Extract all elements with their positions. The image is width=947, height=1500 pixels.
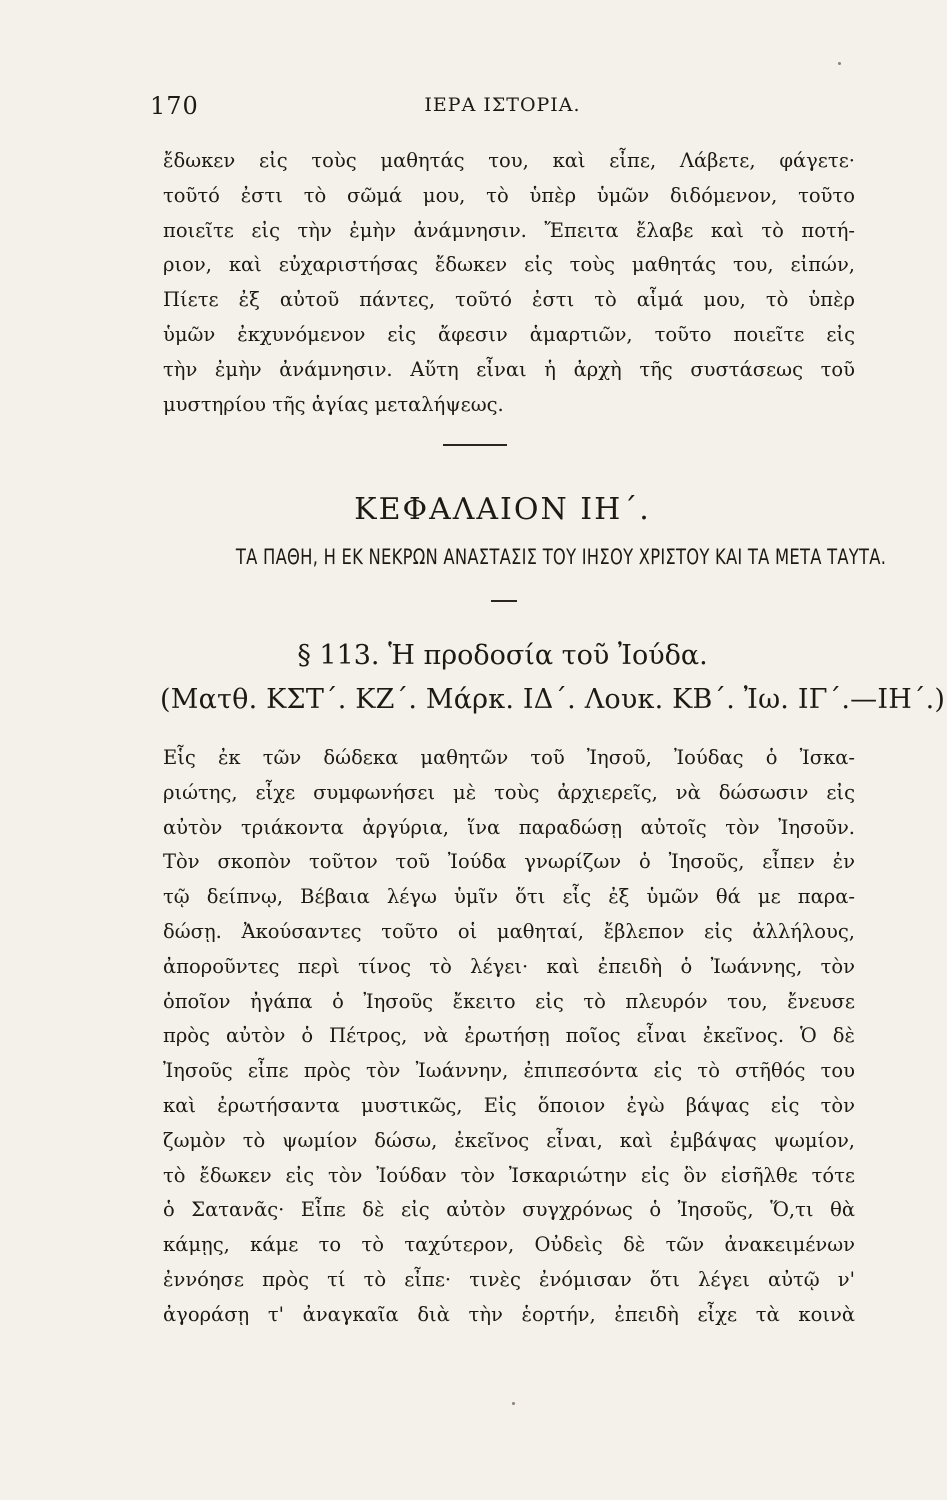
section-paragraph	[163, 741, 855, 1333]
paper-speck	[838, 62, 841, 65]
running-title: ΙΕΡΑ ΙΣΤΟΡΙΑ.	[424, 94, 581, 116]
text-line: ριώτης, εἶχε συμφωνήσει μὲ τοὺς ἀρχιερεῖς, νὰ δώσωσιν εἰς	[163, 780, 855, 804]
text-line: Εἷς ἐκ τῶν δώδεκα μαθητῶν τοῦ Ἰησοῦ, Ἰούδας ὁ Ἰσκα-	[163, 746, 855, 769]
text-line: Ἰησοῦς εἶπε πρὸς τὸν Ἰωάννην, ἐπιπεσόντα εἰς τὸ στῆθός του	[163, 1059, 855, 1083]
text-line: τοῦτό ἐστι τὸ σῶμά μου, τὸ ὑπὲρ ὑμῶν διδόμενον, τοῦτο	[163, 183, 855, 207]
text-line: ὑμῶν ἐκχυνόμενον εἰς ἄφεσιν ἁμαρτιῶν, τοῦτο ποιεῖτε εἰς	[163, 322, 855, 346]
text-line: ἐννόησε πρὸς τί τὸ εἶπε· τινὲς ἐνόμισαν ὅτι λέγει αὐτῷ ν'	[163, 1267, 855, 1291]
text-line: καὶ ἐρωτήσαντα μυστικῶς, Εἰς ὅποιον ἐγὼ βάψας εἰς τὸν	[163, 1093, 855, 1117]
text-line: Πίετε ἐξ αὐτοῦ πάντες, τοῦτό ἐστι τὸ αἷμά μου, τὸ ὑπὲρ	[163, 288, 855, 312]
page-number: 170	[150, 92, 199, 120]
text-line: ζωμὸν τὸ ψωμίον δώσω, ἐκεῖνος εἶναι, καὶ ἐμβάψας ψωμίον,	[163, 1128, 855, 1152]
section-title: § 113. Ἡ προδοσία τοῦ Ἰούδα.	[297, 640, 708, 671]
paper-speck	[512, 1402, 515, 1405]
text-line: κάμῃς, κάμε το τὸ ταχύτερον, Οὐδεὶς δὲ τῶν ἀνακειμένων	[163, 1233, 855, 1257]
separator-rule	[443, 444, 507, 446]
text-line: ποιεῖτε εἰς τὴν ἐμὴν ἀνάμνησιν. Ἔπειτα ἔλαβε καὶ τὸ ποτή-	[163, 218, 855, 242]
text-line: τῷ δείπνῳ, Βέβαια λέγω ὑμῖν ὅτι εἷς ἐξ ὑμῶν θά με παρα-	[163, 885, 855, 909]
text-line: πρὸς αὐτὸν ὁ Πέτρος, νὰ ἐρωτήσῃ ποῖος εἶναι ἐκεῖνος. Ὁ δὲ	[163, 1024, 855, 1048]
text-line: μυστηρίου τῆς ἁγίας μεταλήψεως.	[163, 392, 504, 416]
separator-dash	[491, 600, 517, 602]
text-line: ὁποῖον ἠγάπα ὁ Ἰησοῦς ἔκειτο εἰς τὸ πλευρόν του, ἔνευσε	[163, 989, 855, 1013]
text-line: ἀγοράσῃ τ' ἀναγκαῖα διὰ τὴν ἑορτήν, ἐπειδὴ εἶχε τὰ κοινὰ	[163, 1302, 855, 1326]
text-line: τὸ ἔδωκεν εἰς τὸν Ἰούδαν τὸν Ἰσκαριώτην εἰς ὃν εἰσῆλθε τότε	[163, 1163, 855, 1187]
chapter-heading: ΚΕΦΑΛΑΙΟΝ ΙΗ΄.	[354, 492, 651, 527]
text-line: τὴν ἐμὴν ἀνάμνησιν. Αὕτη εἶναι ἡ ἀρχὴ τῆς συστάσεως τοῦ	[163, 357, 855, 381]
text-line: ριον, καὶ εὐχαριστήσας ἔδωκεν εἰς τοὺς μαθητάς του, εἰπών,	[163, 253, 855, 277]
running-head	[150, 92, 855, 122]
text-line: αὐτὸν τριάκοντα ἀργύρια, ἵνα παραδώσῃ αὐτοῖς τὸν Ἰησοῦν.	[163, 815, 855, 839]
text-line: ἔδωκεν εἰς τοὺς μαθητάς του, καὶ εἶπε, Λάβετε, φάγετε·	[163, 149, 855, 172]
section-references: (Ματθ. ΚΣΤ΄. ΚΖ΄. Μάρκ. ΙΔ΄. Λουκ. ΚΒ΄. Ἰω. ΙΓ΄.—ΙΗ΄.)	[160, 684, 946, 715]
text-line: Τὸν σκοπὸν τοῦτον τοῦ Ἰούδα γνωρίζων ὁ Ἰησοῦς, εἶπεν ἐν	[163, 850, 855, 874]
chapter-subtitle: ΤΑ ΠΑΘΗ, Η ΕΚ ΝΕΚΡΩΝ ΑΝΑΣΤΑΣΙΣ ΤΟΥ ΙΗΣΟΥ ΧΡΙΣΤΟΥ ΚΑΙ ΤΑ ΜΕΤΑ ΤΑΥΤΑ.	[235, 545, 887, 569]
text-line: ἀποροῦντες περὶ τίνος τὸ λέγει· καὶ ἐπειδὴ ὁ Ἰωάννης, τὸν	[163, 954, 855, 978]
top-paragraph	[163, 144, 855, 422]
text-line: ὁ Σατανᾶς· Εἶπε δὲ εἰς αὐτὸν συγχρόνως ὁ Ἰησοῦς, Ὅ,τι θὰ	[163, 1198, 855, 1222]
text-line: δώσῃ. Ἀκούσαντες τοῦτο οἱ μαθηταί, ἔβλεπον εἰς ἀλλήλους,	[163, 919, 855, 943]
